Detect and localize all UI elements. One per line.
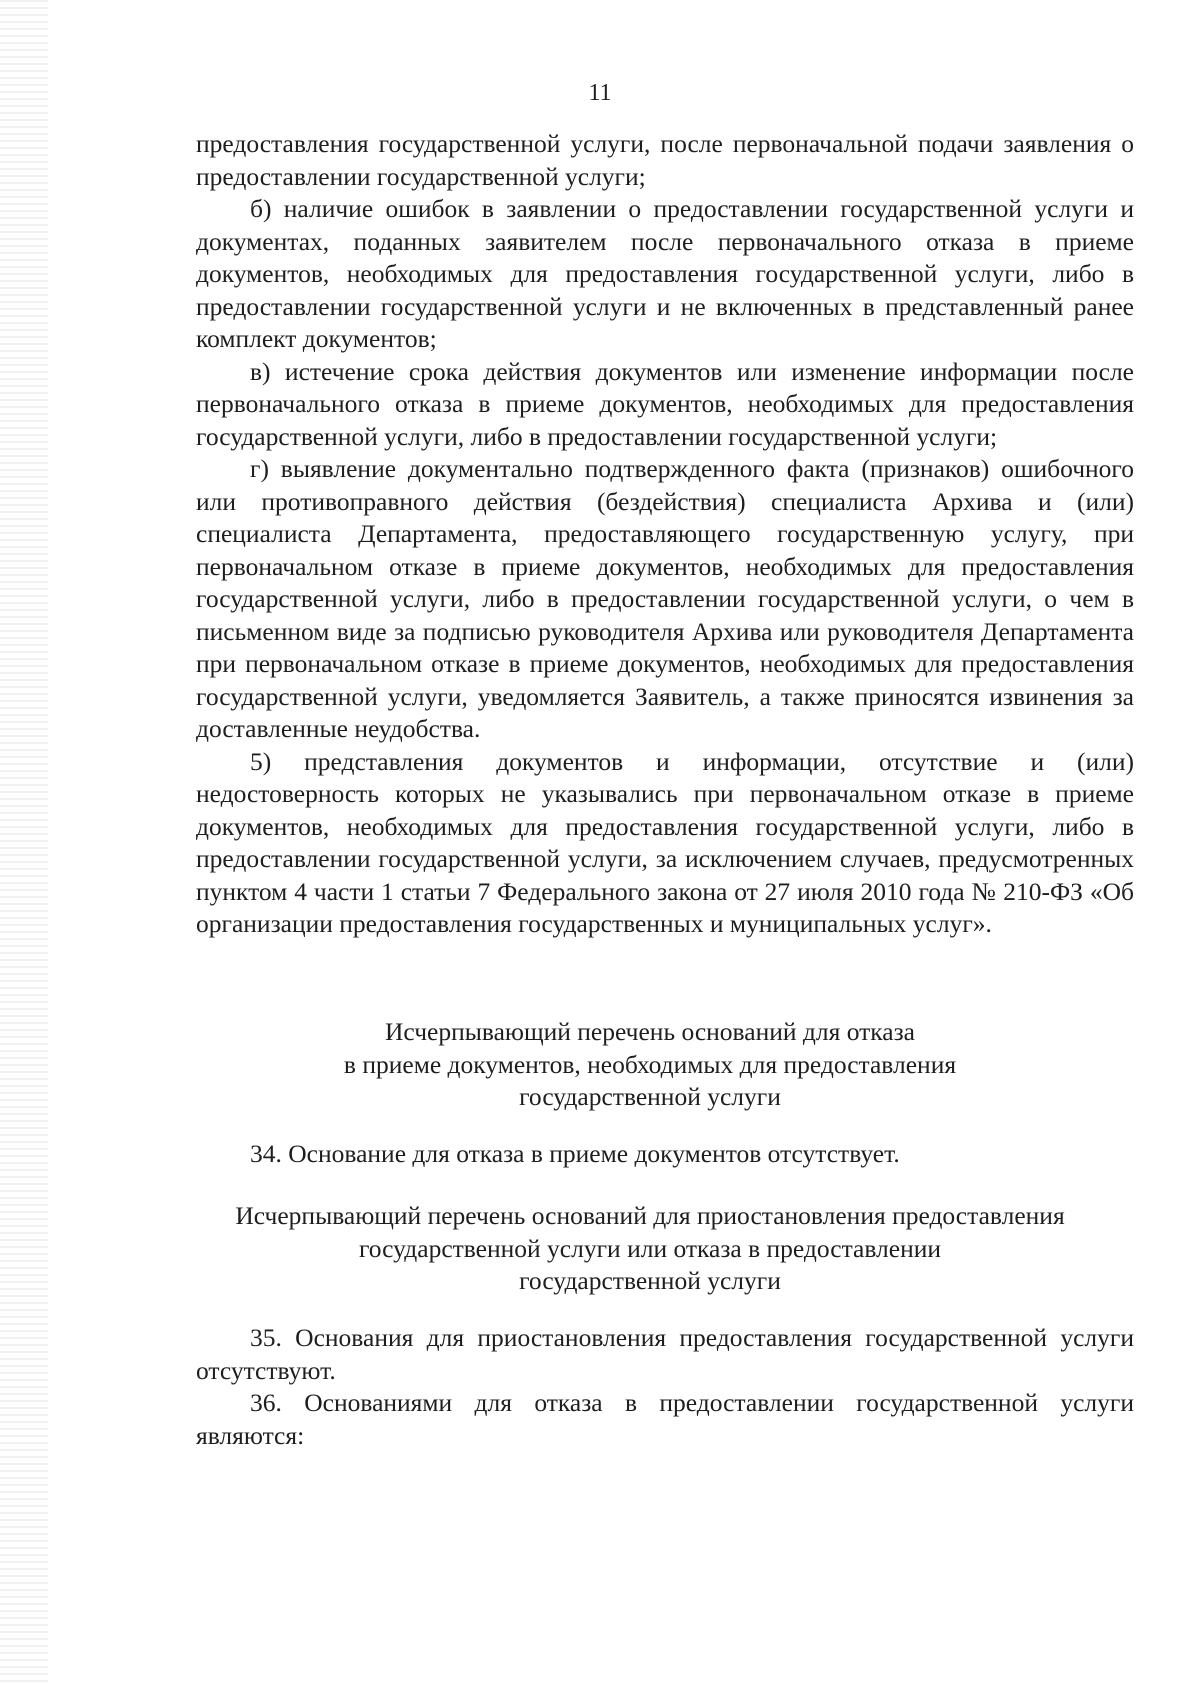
page-number: 11 — [588, 80, 612, 106]
body-text-section-2 — [196, 1138, 1134, 1171]
heading-line: Исчерпывающий перечень оснований для приостановления предоставления — [235, 1201, 1065, 1230]
paragraph-35: 35. Основания для приостановления предоставления государственной услуги отсутствуют. — [196, 1323, 1134, 1385]
scan-edge — [0, 0, 48, 1684]
paragraph-item-b: б) наличие ошибок в заявлении о предоставлении государственной услуги и документах, поданных заявителем после первоначального отказа в приеме документов, необходимых для предоставления государственной услуги, либо в предоставлении государственной услуги и не включенных в представленный ранее комплект документов; — [196, 194, 1134, 353]
heading-line: государственной услуги или отказа в предоставлении — [358, 1233, 942, 1263]
paragraph-continuation: предоставления государственной услуги, после первоначальной подачи заявления о предоставлении государственной услуги; — [196, 129, 1134, 191]
section-heading-refusal-documents — [150, 1016, 1150, 1114]
section-heading-suspension — [150, 1200, 1150, 1298]
heading-line: государственной услуги — [519, 1082, 781, 1111]
paragraph-36: 36. Основаниями для отказа в предоставлении государственной услуги являются: — [196, 1388, 1134, 1450]
body-text-section-1 — [196, 128, 1134, 941]
heading-line: государственной услуги — [519, 1266, 781, 1295]
paragraph-item-5: 5) представления документов и информации, отсутствие и (или) недостоверность которых не указывались при первоначальном отказе в приеме документов, необходимых для предоставления государственной услуги, либо в предоставлении государственной услуги, за исключением случаев, предусмотренных пунктом 4 части 1 статьи 7 Федерального закона от 27 июля 2010 года № 210-ФЗ «Об организации предоставления государственных и муниципальных услуг». — [196, 746, 1134, 938]
paragraph-item-g: г) выявление документально подтвержденного факта (признаков) ошибочного или противоправного действия (бездействия) специалиста Архива и (или) специалиста Департамента, предоставляющего государственную услугу, при первоначальном отказе в приеме документов, необходимых для предоставления государственной услуги, либо в предоставлении государственной услуги, о чем в письменном виде за подписью руководителя Архива или руководителя Департамента при первоначальном отказе в приеме документов, необходимых для предоставления государственной услуги, уведомляется Заявитель, а также приносятся извинения за доставленные неудобства. — [196, 454, 1134, 743]
heading-line: Исчерпывающий перечень оснований для отказа — [385, 1017, 915, 1046]
paragraph-34: 34. Основание для отказа в приеме документов отсутствует. — [250, 1139, 900, 1168]
heading-line: в приеме документов, необходимых для предоставления — [343, 1049, 957, 1079]
body-text-section-3 — [196, 1322, 1134, 1452]
paragraph-item-v: в) истечение срока действия документов или изменение информации после первоначального отказа в приеме документов, необходимых для предоставления государственной услуги, либо в предоставлении государственной услуги; — [196, 356, 1134, 451]
